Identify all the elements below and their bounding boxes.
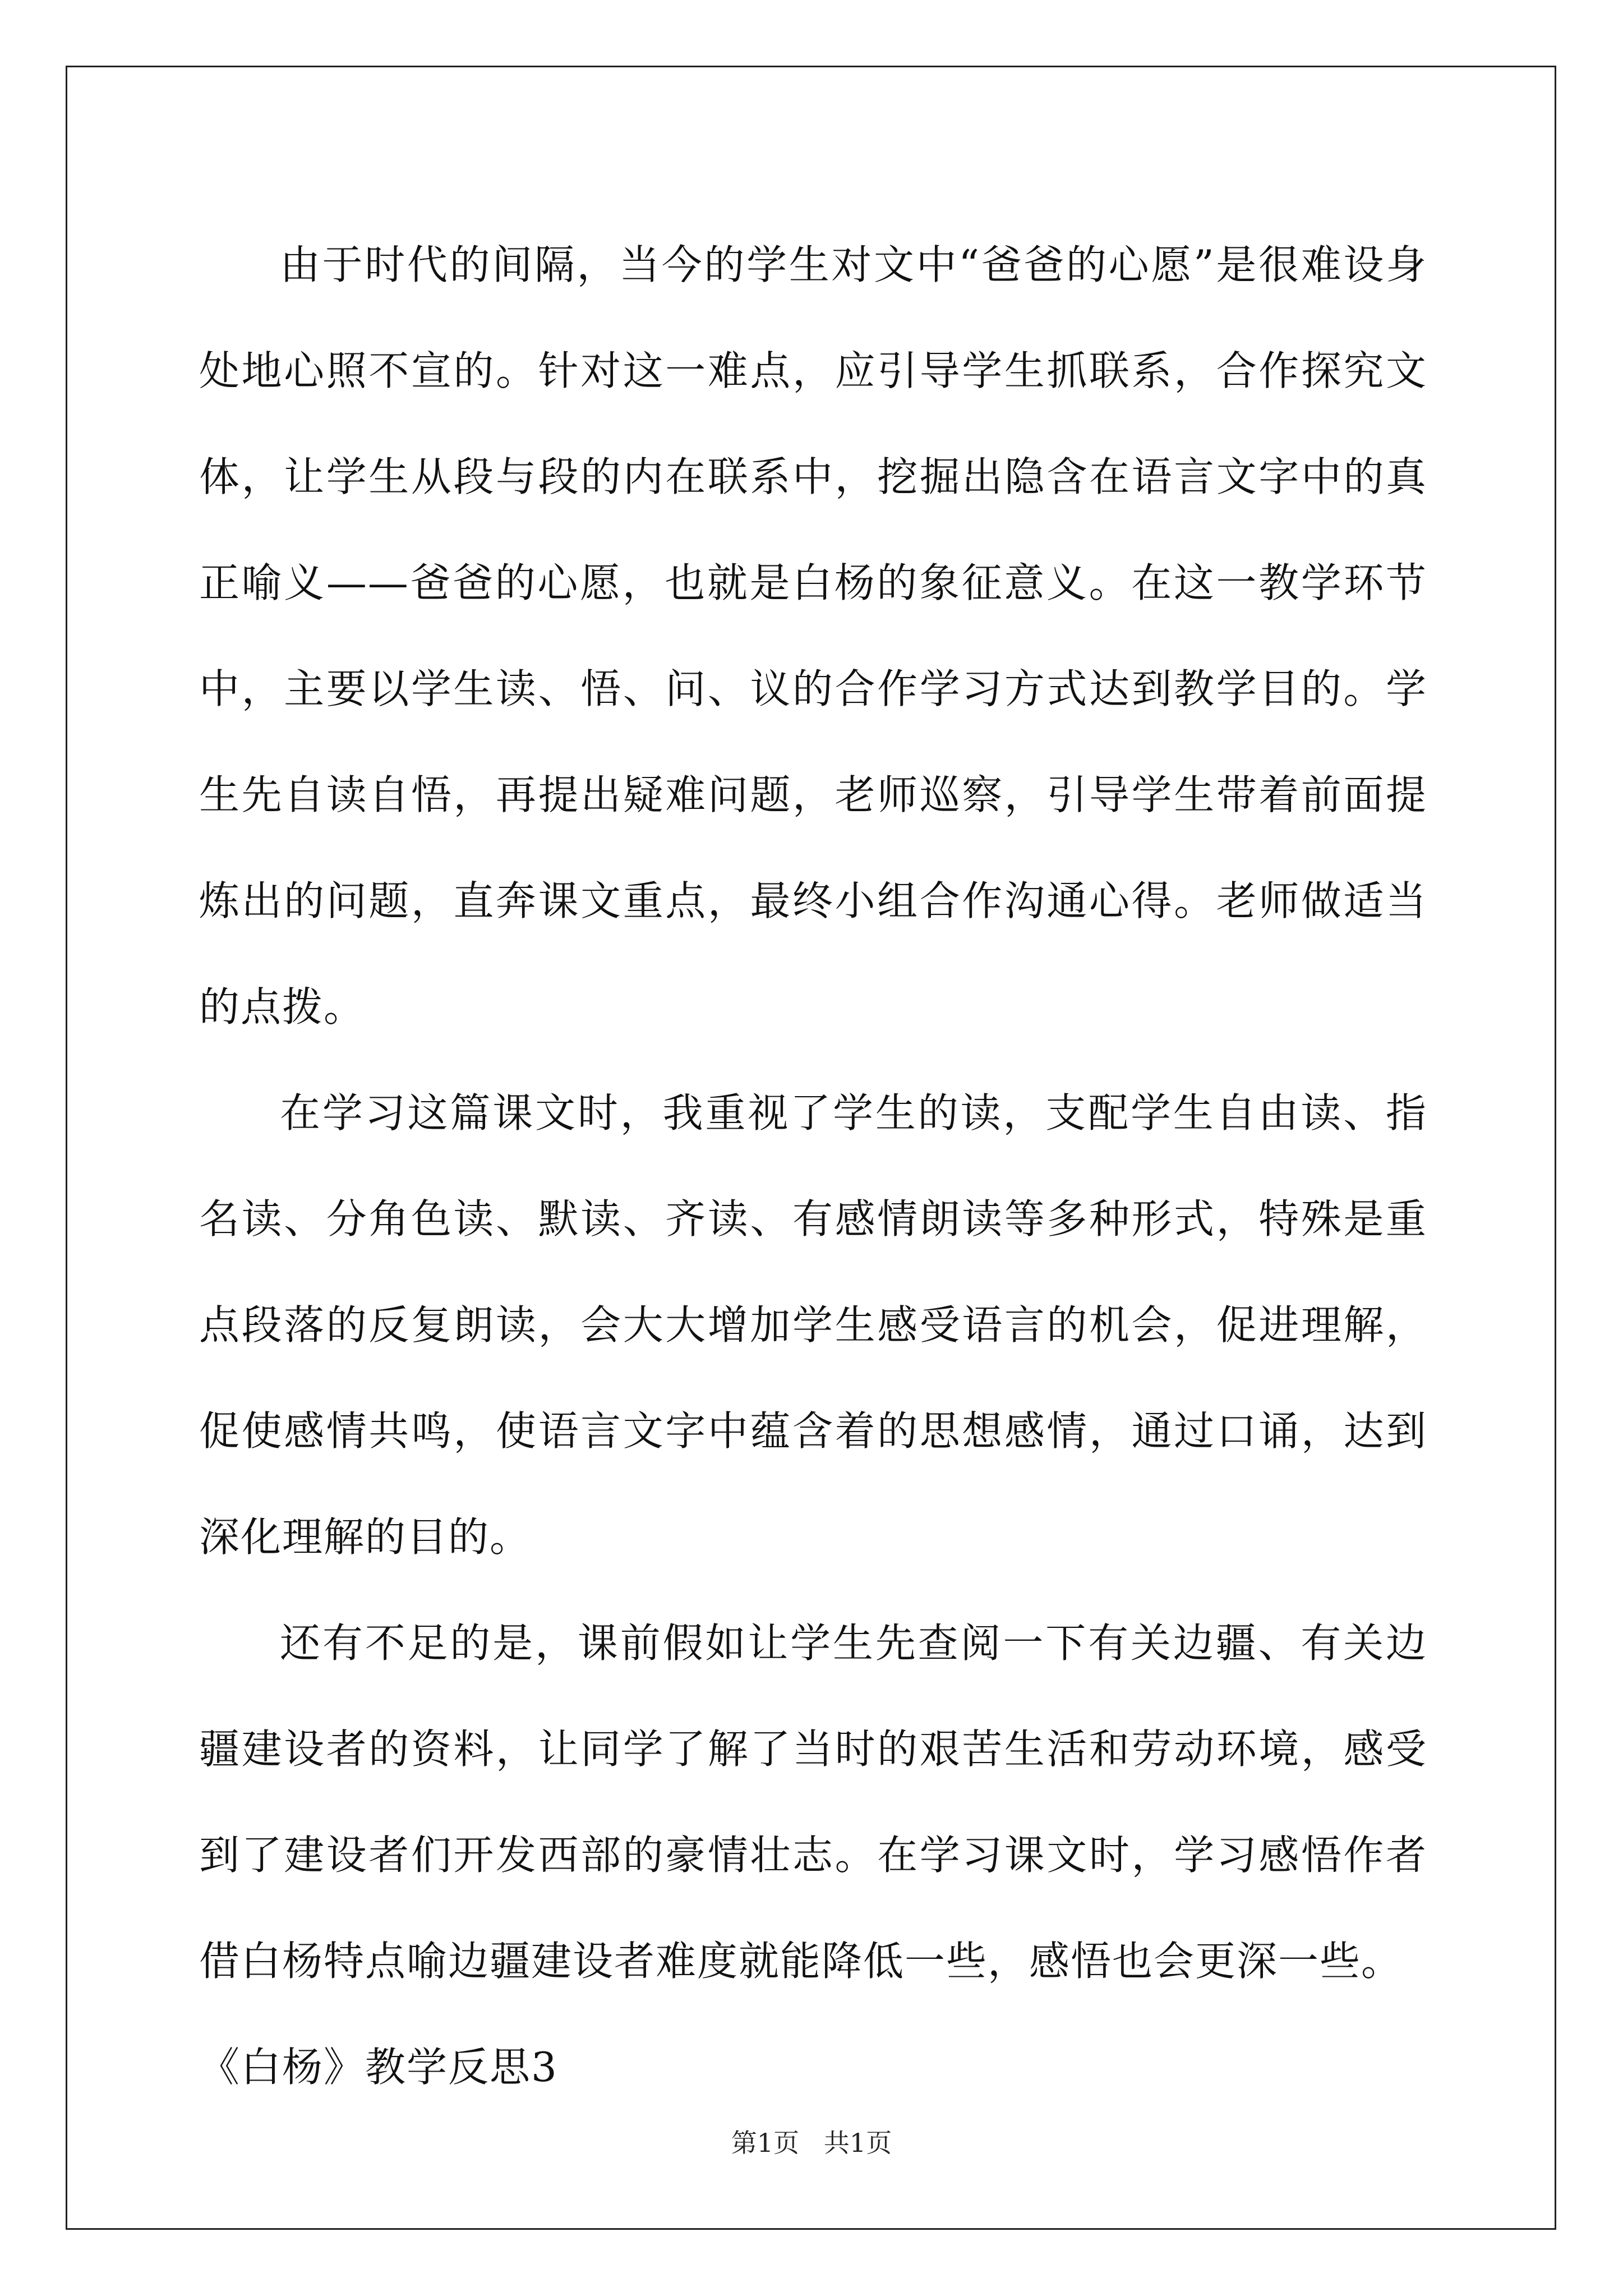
paragraph-1: 由于时代的间隔，当今的学生对文中“爸爸的心愿”是很难设身处地心照不宣的。针对这一难点，应引导学生抓联系，合作探究文体，让学生从段与段的内在联系中，挖掘出隐含在语言文字中的真正喻义——爸爸的心愿，也就是白杨的象征意义。在这一教学环节中，主要以学生读、悟、问、议的合作学习方式达到教学目的。学生先自读自悟，再提出疑难问题，老师巡察，引导学生带着前面提炼出的问题，直奔课文重点，最终小组合作沟通心得。老师做适当的点拨。 [199,241,1427,1030]
paragraph-3: 还有不足的是，课前假如让学生先查阅一下有关边疆、有关边疆建设者的资料，让同学了解了当时的艰苦生活和劳动环境，感受到了建设者们开发西部的豪情壮志。在学习课文时，学习感悟作者借白杨特点喻边疆建设者难度就能降低一些，感悟也会更深一些。 [199,1619,1427,1985]
section-heading: 《白杨》教学反思3 [199,2044,558,2091]
document-body [199,212,1427,2120]
page-footer: 第1页 共1页 [731,2128,892,2158]
paragraph-2: 在学习这篇课文时，我重视了学生的读，支配学生自由读、指名读、分角色读、默读、齐读、有感情朗读等多种形式，特殊是重点段落的反复朗读，会大大增加学生感受语言的机会，促进理解，促使感情共鸣，使语言文字中蕴含着的思想感情，通过口诵，达到深化理解的目的。 [199,1089,1427,1561]
